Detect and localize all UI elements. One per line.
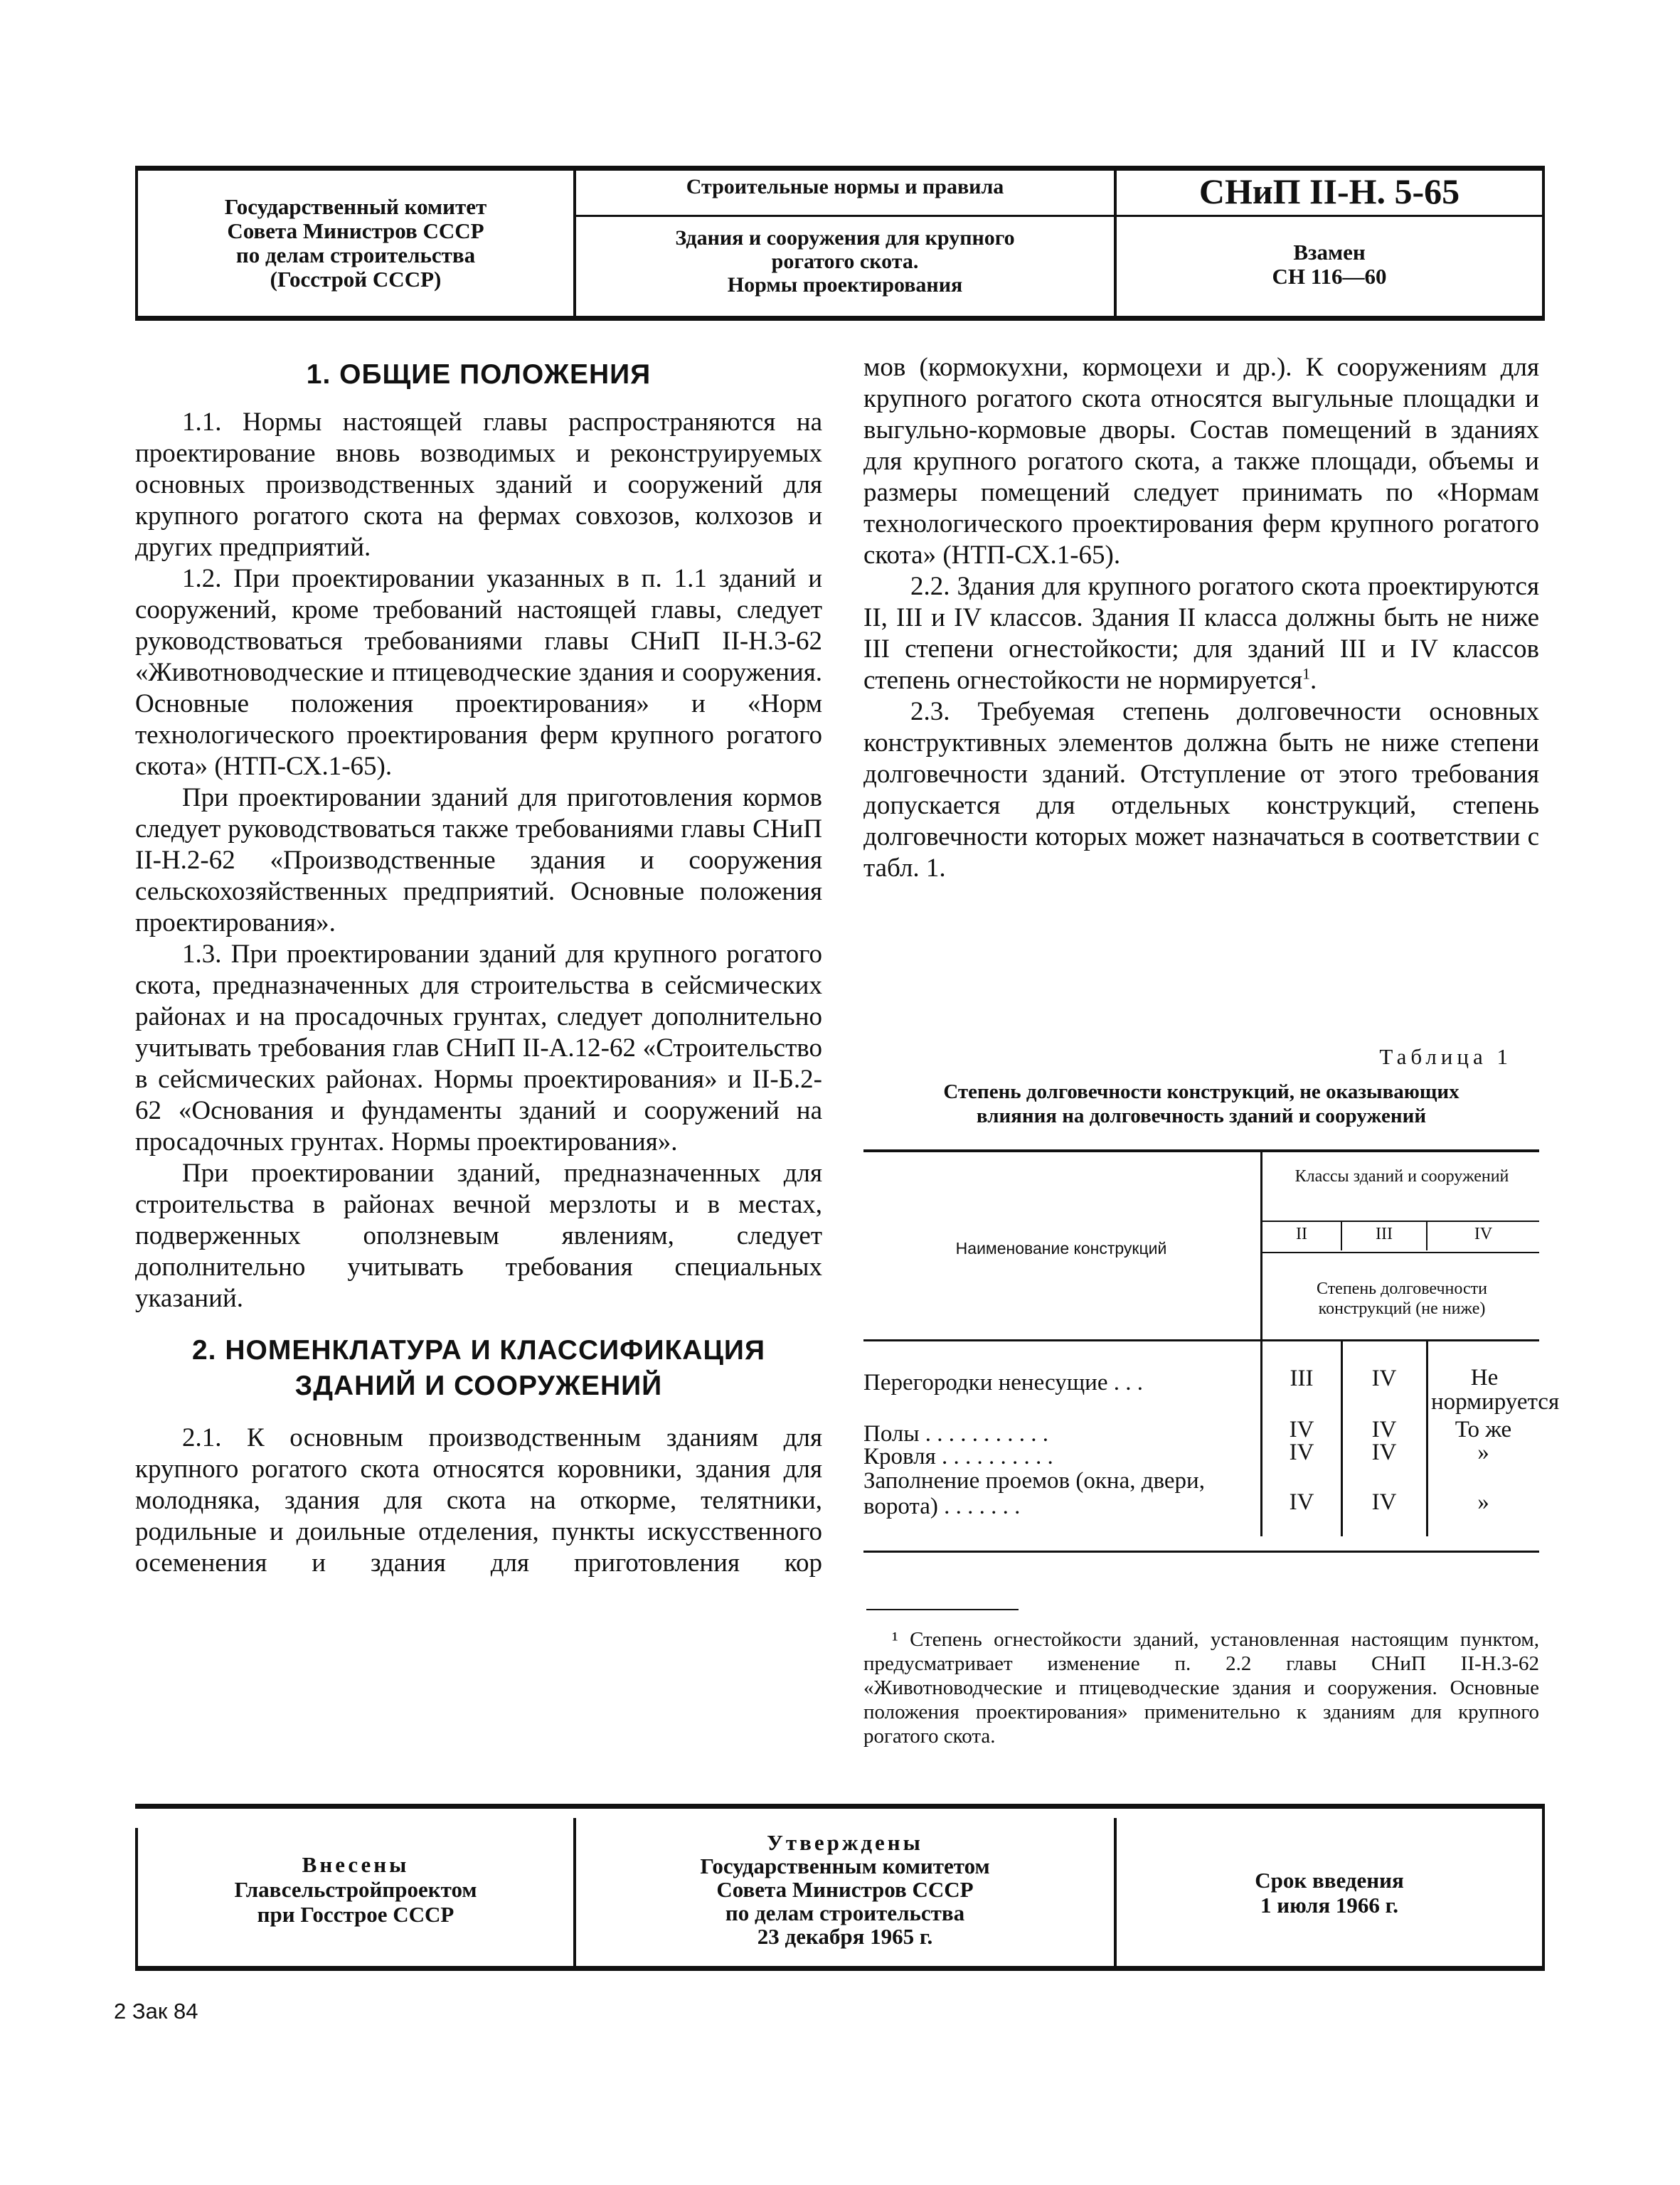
issuer-name: Государственный комитет Совета Министров СССР по делам строительства (Госстрой СССР) bbox=[224, 194, 487, 292]
table-head-name: Наименование конструкций bbox=[955, 1239, 1167, 1258]
right-column bbox=[863, 352, 1539, 884]
table-head-class-iii: III bbox=[1376, 1225, 1393, 1243]
replaces-note: Взамен СН 116—60 bbox=[1272, 240, 1387, 289]
table-head-class-iv: IV bbox=[1474, 1225, 1493, 1243]
paragraph-2-3: 2.3. Требуемая степень долговечности основных конструктивных элементов должна быть не ниже степени долговечности зданий. Отступление от этого требования допускается для отдельных конструкций, степень долговечности которых может назначаться в соответствии с табл. 1. bbox=[863, 697, 1539, 883]
footnote: ¹ Степень огнестойкости зданий, установленная настоящим пунктом, предусматривает изменение п. 2.2 главы СНиП II-Н.3-62 «Животноводческие и птицеводческие здания и сооружения. Основные положения проектирования» применительно к зданиям для крупного рогатого скота. bbox=[863, 1628, 1539, 1748]
paragraph-2-1: 2.1. К основным производственным зданиям для крупного рогатого скота относятся коровники, здания для молодняка, здания для скота на откорме, телятники, родильные и доильные отделения, пункты искусственного осеменения и здания для приготовления кор bbox=[135, 1423, 822, 1578]
submitted-by: Внесены Главсельстройпроектом при Госстрое СССР bbox=[234, 1852, 477, 1927]
effective-date: Срок введения 1 июля 1966 г. bbox=[1255, 1868, 1404, 1918]
doc-subject: Здания и сооружения для крупного рогатого скота. Нормы проектирования bbox=[675, 226, 1015, 297]
section-2-title: 2. НОМЕНКЛАТУРА И КЛАССИФИКАЦИЯ ЗДАНИЙ И СООРУЖЕНИЙ bbox=[191, 1335, 765, 1401]
table-head-class-ii: II bbox=[1296, 1225, 1307, 1243]
table-head-degree: Степень долговечности конструкций (не ниже) bbox=[1317, 1280, 1487, 1318]
paragraph-1-2b: При проектировании зданий для приготовления кормов следует руководствоваться также требованиями главы СНиП II-Н.2-62 «Производственные здания и сооружения сельскохозяйственных предприятий. Основные положения проектирования». bbox=[135, 783, 822, 937]
paragraph-1-3b: При проектировании зданий, предназначенных для строительства в районах вечной мерзлоты и в местах, подверженных оползневым явлениям, следует дополнительно учитывать требования специальных указаний. bbox=[135, 1159, 822, 1313]
section-1-title: 1. ОБЩИЕ ПОЛОЖЕНИЯ bbox=[306, 359, 652, 390]
table-head-classes: Классы зданий и сооружений bbox=[1294, 1167, 1509, 1186]
left-column bbox=[135, 347, 822, 1579]
footnote-marker: 1 bbox=[1302, 664, 1310, 683]
page-mark: 2 Зак 84 bbox=[114, 1999, 198, 2024]
doc-code: СНиП II-Н. 5-65 bbox=[1198, 171, 1460, 211]
approved-by: Утверждены Государственным комитетом Совета Министров СССР по делам строительства 23 декабря 1965 г. bbox=[700, 1830, 990, 1949]
table-caption: Степень долговечности конструкций, не оказывающих влияния на долговечность зданий и сооружений bbox=[943, 1080, 1460, 1127]
table-label: Таблица 1 bbox=[1379, 1044, 1512, 1069]
doc-type: Строительные нормы и правила bbox=[686, 175, 1004, 198]
footnote-rule bbox=[866, 1609, 1019, 1610]
paragraph-1-2: 1.2. При проектировании указанных в п. 1.1 зданий и сооружений, кроме требований настоящей главы, следует руководствоваться требованиями главы СНиП II-Н.3-62 «Животноводческие и птицеводческие здания и сооружения. Основные положения проектирования» и «Норм технологического проектирования ферм крупного рогатого скота» (НТП-СХ.1-65). bbox=[135, 564, 822, 781]
paragraph-2-2: 2.2. Здания для крупного рогатого скота проектируются II, III и IV классов. Здания II класса должны быть не ниже III степени огнестойкости; для зданий III и IV классов степень огнестойкости не нормируется$^1$. bbox=[863, 572, 1539, 695]
paragraph-1-1: 1.1. Нормы настоящей главы распространяются на проектирование вновь возводимых и реконструируемых основных производственных зданий и сооружений для крупного рогатого скота на фермах совхозов, колхозов и других предприятий. bbox=[135, 408, 822, 562]
paragraph-1-3: 1.3. При проектировании зданий для крупного рогатого скота, предназначенных для строительства в сейсмических районах и на просадочных грунтах, следует дополнительно учитывать требования глав СНиП II-А.12-62 «Строительство в сейсмических районах. Нормы проектирования» и II-Б.2-62 «Основания и фундаменты зданий и сооружений на просадочных грунтах. Нормы проектирования». bbox=[135, 940, 822, 1157]
paragraph-2-1-continued: мов (кормокухни, кормоцехи и др.). К сооружениям для крупного рогатого скота относятся выгульные площадки и выгульно-кормовые дворы. Состав помещений в зданиях для крупного рогатого скота, а также площади, объемы и размеры помещений следует принимать по «Нормам технологического проектирования ферм крупного рогатого скота» (НТП-СХ.1-65). bbox=[863, 353, 1539, 570]
